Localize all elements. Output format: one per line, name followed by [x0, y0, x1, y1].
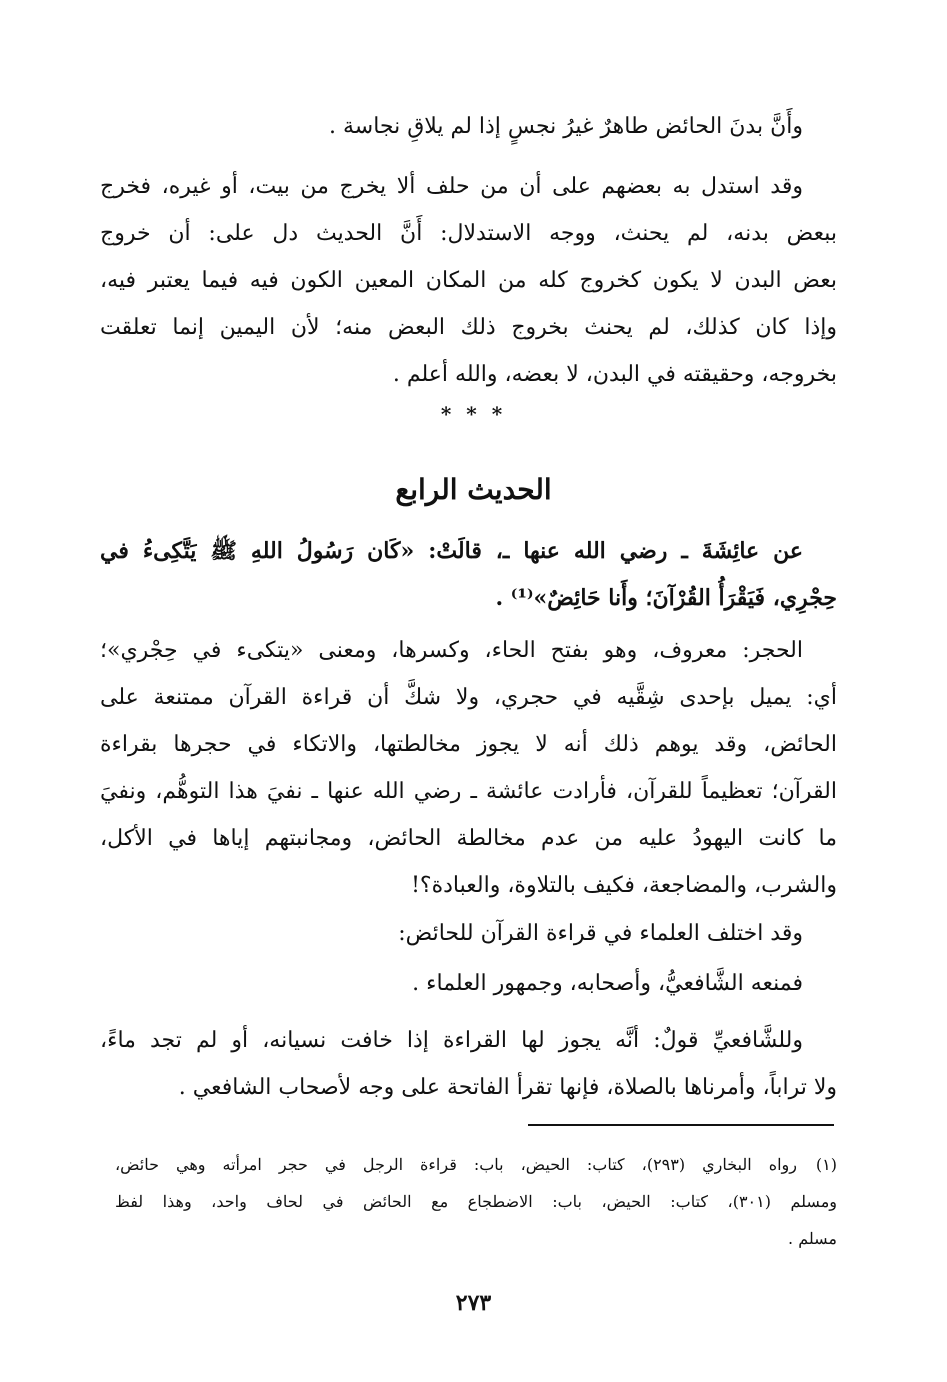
text-line: وإذا كان كذلك، لم يحنث بخروج ذلك البعض منه؛ لأن اليمين إنما تعلقت	[100, 315, 837, 340]
footnote-line: ومسلم (٣٠١)، كتاب: الحيض، باب: الاضطجاع مع الحائض في لحاف واحد، وهذا لفظ	[115, 1192, 837, 1211]
paragraph-shafii-forbids	[100, 960, 837, 1007]
footnote-line: رواه البخاري (٢٩٣)، كتاب: الحيض، باب: قراءة الرجل في حجر امرأته وهي حائض،	[115, 1155, 797, 1174]
text-line: الحجر: معروف، وهو بفتح الحاء، وكسرها، ومعنى «يتكىء في حِجْري»؛	[100, 638, 803, 663]
text-line: والشرب، والمضاجعة، فكيف بالتلاوة، والعبادة؟!	[411, 873, 837, 898]
text-line: بعض البدن لا يكون كخروج كله من المكان المعين الكون فيه فيما يعتبر فيه،	[100, 268, 837, 293]
hadith-text	[100, 528, 837, 622]
paragraph-shafii-opinion	[100, 1017, 837, 1111]
text-line: فمنعه الشَّافعيُّ، وأصحابه، وجمهور العلماء .	[412, 971, 803, 996]
section-heading: الحديث الرابع	[395, 473, 552, 506]
text-line: وللشَّافعيِّ قولٌ: أنَّه يجوز لها القراءة إذا خافت نسيانه، أو لم تجد ماءً،	[100, 1028, 803, 1053]
text-line: ببعض بدنه، لم يحنث، ووجه الاستدلال: أَنَّ الحديث دل على: أن خروج	[100, 221, 837, 246]
text-line: أي: يميل بإحدى شِقَّيه في حجري، ولا شكَّ أن قراءة القرآن ممتنعة على	[100, 685, 837, 710]
paragraph-oath-ruling	[100, 163, 837, 398]
text-line: ما كانت اليهودُ عليه من عدم مخالطة الحائض، ومجانبتهم إياها في الأكل،	[100, 826, 837, 851]
paragraph-commentary	[100, 627, 837, 909]
text-line: الحائض، وقد يوهم ذلك أنه لا يجوز مخالطتها، والاتكاء في حجرها بقراءة	[100, 732, 837, 757]
text-line: القرآن؛ تعظيماً للقرآن، فأرادت عائشة ـ رضي الله عنها ـ نفيَ هذا التوهُّم، ونفيَ	[100, 779, 837, 804]
footnote-divider	[528, 1124, 834, 1126]
paragraph-body-ritual-purity	[100, 103, 837, 150]
text-line: وقد اختلف العلماء في قراءة القرآن للحائض:	[398, 921, 803, 946]
footnote-marker: (١)	[815, 1155, 837, 1174]
text-line: حِجْرِي، فَيَقْرَأُ القُرْآنَ؛ وأَنا حَائِضٌ»⁽¹⁾ .	[495, 585, 837, 611]
text-line: عن عائِشَةَ ـ رضي الله عنها ـ، قالَتْ: «كَان رَسُولُ اللهِ ﷺ يَتَّكِىءُ في	[100, 538, 803, 564]
footnote	[115, 1146, 837, 1257]
paragraph-scholars-differ	[100, 910, 837, 957]
section-separator: * * *	[440, 402, 507, 426]
text-line: ولا تراباً، وأمرناها بالصلاة، فإنها تقرأ الفاتحة على وجه لأصحاب الشافعي .	[178, 1075, 837, 1100]
text-line: وأَنَّ بدنَ الحائض طاهرٌ غيرُ نجسٍ إذا لم يلاقِ نجاسة .	[329, 114, 803, 139]
footnote-line: مسلم .	[788, 1229, 837, 1248]
page-number: ٢٧٣	[455, 1290, 492, 1316]
text-line: بخروجه، وحقيقته في البدن، لا بعضه، والله أعلم .	[392, 362, 837, 387]
text-line: وقد استدل به بعضهم على أن من حلف ألا يخرج من بيت، أو غيره، فخرج	[100, 174, 803, 199]
